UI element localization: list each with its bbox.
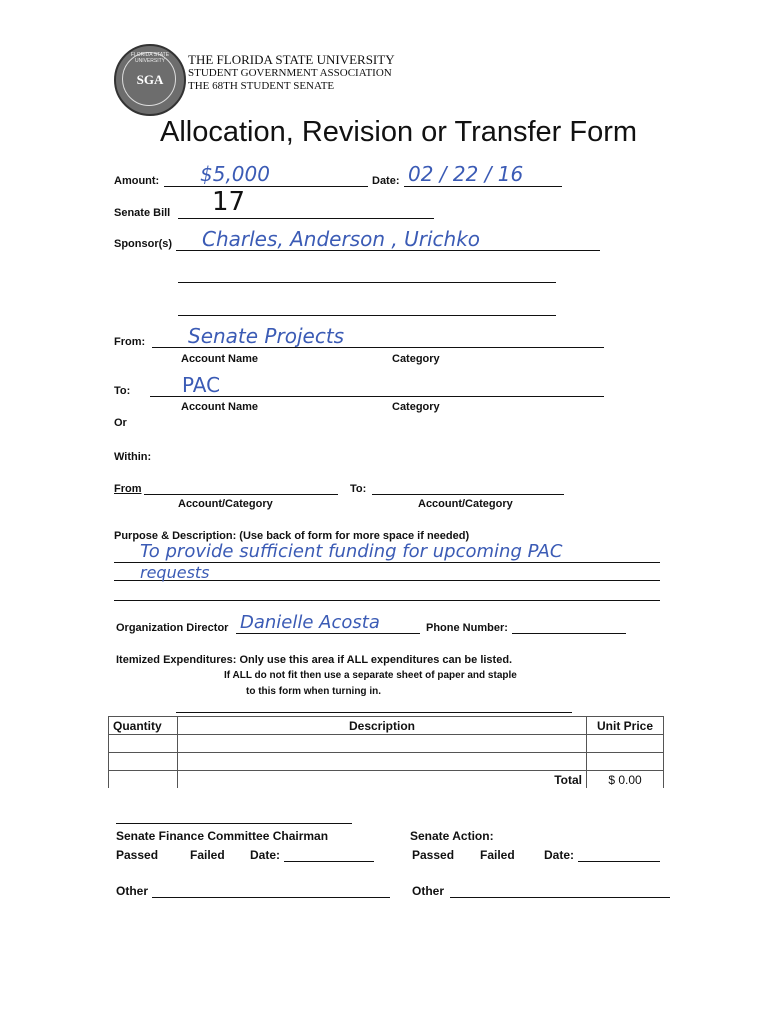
- quantity-header: Quantity: [109, 717, 178, 735]
- senate-other-label: Other: [412, 884, 445, 898]
- org-director-line: [236, 633, 420, 634]
- total-label: Total: [178, 771, 587, 789]
- purpose-line-3: [114, 600, 660, 601]
- committee-failed[interactable]: Failed: [190, 848, 225, 862]
- date-label: Date:: [372, 175, 400, 187]
- date-value[interactable]: 02 / 22 / 16: [408, 162, 524, 186]
- senate-bill-value[interactable]: 17: [212, 187, 246, 217]
- within-from-account-label: Account/Category: [178, 498, 273, 510]
- description-cell[interactable]: [178, 753, 587, 771]
- purpose-value-line-2[interactable]: requests: [140, 563, 210, 582]
- from-value[interactable]: Senate Projects: [188, 324, 345, 348]
- purpose-label: Purpose & Description: (Use back of form for more space if needed): [114, 530, 470, 542]
- from-category-label: Category: [392, 353, 440, 365]
- within-from-label: From: [114, 483, 142, 495]
- table-total-row: [109, 771, 664, 789]
- from-label: From:: [114, 336, 146, 348]
- table-row: [109, 735, 664, 753]
- senate-bill-line: [178, 218, 434, 219]
- quantity-cell: [109, 771, 178, 789]
- within-label: Within:: [114, 451, 152, 463]
- sponsors-label: Sponsor(s): [114, 238, 173, 250]
- table-header-row: [109, 717, 664, 735]
- sponsors-line-2: [178, 282, 556, 283]
- header-line-2: STUDENT GOVERNMENT ASSOCIATION: [188, 67, 392, 79]
- or-label: Or: [114, 417, 127, 429]
- senate-bill-label: Senate Bill: [114, 207, 171, 219]
- committee-other-label: Other: [116, 884, 149, 898]
- committee-signature-line: [116, 823, 352, 824]
- itemized-table: [108, 716, 664, 788]
- amount-label: Amount:: [114, 175, 160, 187]
- form-title: Allocation, Revision or Transfer Form: [160, 116, 638, 148]
- committee-date-label: Date:: [250, 848, 281, 862]
- phone-line: [512, 633, 626, 634]
- itemized-divider: [176, 712, 572, 713]
- sponsors-line-3: [178, 315, 556, 316]
- quantity-cell[interactable]: [109, 735, 178, 753]
- total-value: $ 0.00: [587, 771, 664, 789]
- amount-value[interactable]: $5,000: [200, 162, 270, 186]
- within-to-line: [372, 494, 564, 495]
- unit-price-header: Unit Price: [587, 717, 664, 735]
- within-to-account-label: Account/Category: [418, 498, 513, 510]
- seal-text: SGA: [136, 72, 164, 87]
- committee-date-line: [284, 861, 374, 862]
- from-account-name-label: Account Name: [181, 353, 259, 365]
- org-director-label: Organization Director: [116, 622, 229, 634]
- seal-ring-text: FLORIDA STATE UNIVERSITY: [130, 52, 170, 64]
- description-header: Description: [178, 717, 587, 735]
- quantity-cell[interactable]: [109, 753, 178, 771]
- date-line: [404, 186, 562, 187]
- header-line-1: THE FLORIDA STATE UNIVERSITY: [188, 52, 395, 67]
- to-category-label: Category: [392, 401, 440, 413]
- to-account-name-label: Account Name: [181, 401, 259, 413]
- senate-other-line: [450, 897, 670, 898]
- header-line-3: THE 68TH STUDENT SENATE: [188, 80, 335, 92]
- unit-price-cell[interactable]: [587, 753, 664, 771]
- purpose-value-line-1[interactable]: To provide sufficient funding for upcoming PAC: [140, 541, 563, 562]
- committee-passed[interactable]: Passed: [116, 848, 159, 862]
- committee-label: Senate Finance Committee Chairman: [116, 829, 329, 843]
- itemized-note-1: Itemized Expenditures: Only use this area if ALL expenditures can be listed.: [116, 654, 513, 666]
- senate-date-line: [578, 861, 660, 862]
- org-director-value[interactable]: Danielle Acosta: [240, 612, 380, 633]
- within-to-label: To:: [350, 483, 367, 495]
- to-label: To:: [114, 385, 131, 397]
- within-from-line: [144, 494, 338, 495]
- amount-line: [164, 186, 368, 187]
- university-seal: [114, 44, 186, 116]
- phone-label: Phone Number:: [426, 622, 508, 634]
- table-row: [109, 753, 664, 771]
- unit-price-cell[interactable]: [587, 735, 664, 753]
- sponsors-value[interactable]: Charles, Anderson , Urichko: [202, 227, 481, 251]
- itemized-note-3: to this form when turning in.: [246, 686, 381, 697]
- senate-date-label: Date:: [544, 848, 575, 862]
- senate-action-label: Senate Action:: [410, 829, 494, 843]
- senate-failed[interactable]: Failed: [480, 848, 515, 862]
- senate-passed[interactable]: Passed: [412, 848, 455, 862]
- committee-other-line: [152, 897, 390, 898]
- to-value[interactable]: PAC: [182, 373, 221, 397]
- itemized-note-2: If ALL do not fit then use a separate sheet of paper and staple: [224, 670, 517, 681]
- description-cell[interactable]: [178, 735, 587, 753]
